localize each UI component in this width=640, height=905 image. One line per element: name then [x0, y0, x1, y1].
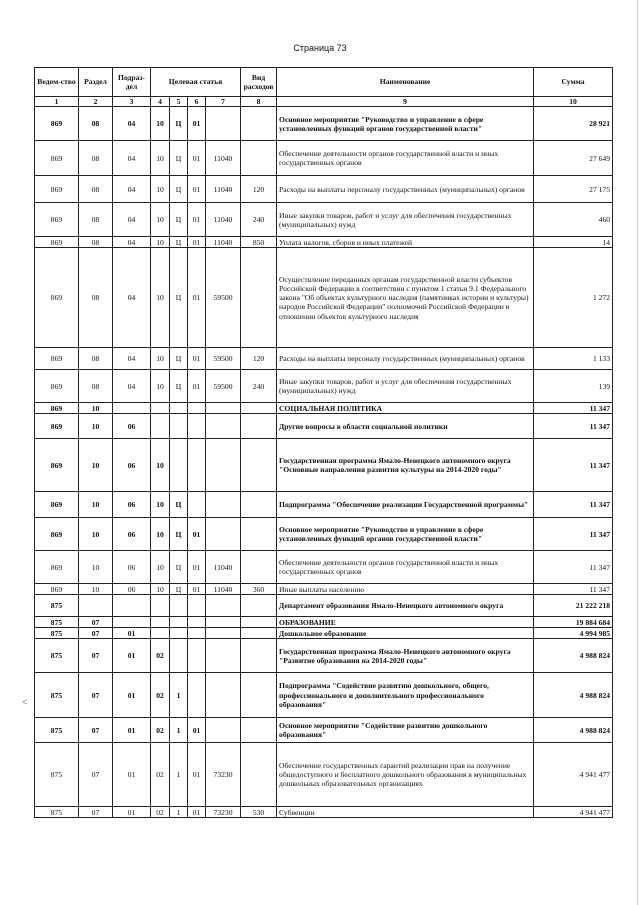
podrazdel-cell: 01 — [113, 628, 151, 639]
table-body — [35, 107, 613, 818]
col-num-8: 8 — [241, 97, 277, 107]
vid-raskhodov-cell: 530 — [241, 807, 277, 818]
table-row — [35, 248, 613, 348]
vid-raskhodov-cell: 240 — [241, 203, 277, 237]
vid-raskhodov-cell: 120 — [241, 348, 277, 370]
col-num-5: 5 — [170, 97, 188, 107]
table-row — [35, 403, 613, 414]
target-code-direction: 59500 — [206, 248, 241, 348]
target-code-program: 10 — [151, 237, 170, 248]
target-code-event — [188, 439, 206, 492]
table-row — [35, 673, 613, 718]
table-row — [35, 370, 613, 403]
podrazdel-cell: 04 — [113, 203, 151, 237]
vid-raskhodov-cell — [241, 518, 277, 551]
table-row — [35, 414, 613, 439]
podrazdel-cell: 04 — [113, 348, 151, 370]
podrazdel-cell: 06 — [113, 414, 151, 439]
target-code-direction — [206, 492, 241, 518]
vid-raskhodov-cell — [241, 107, 277, 141]
razdel-cell: 08 — [79, 370, 113, 403]
header-vid-raskhodov: Вид расходов — [241, 68, 277, 97]
razdel-cell: 08 — [79, 141, 113, 176]
sum-cell: 4 988 824 — [534, 673, 613, 718]
margin-mark: ˂ — [22, 697, 28, 707]
table-row — [35, 518, 613, 551]
sum-cell: 460 — [534, 203, 613, 237]
target-code-direction: 73230 — [206, 807, 241, 818]
target-code-program: 10 — [151, 439, 170, 492]
col-num-2: 2 — [79, 97, 113, 107]
vid-raskhodov-cell — [241, 551, 277, 584]
target-code-subprogram: 1 — [170, 807, 188, 818]
podrazdel-cell: 06 — [113, 584, 151, 595]
target-code-program: 10 — [151, 584, 170, 595]
col-num-4: 4 — [151, 97, 170, 107]
target-code-subprogram — [170, 628, 188, 639]
name-cell: Подпрограмма "Обеспечение реализации Государственной программы" — [277, 492, 534, 518]
sum-cell: 11 347 — [534, 439, 613, 492]
target-code-direction: 11040 — [206, 551, 241, 584]
target-code-event: 01 — [188, 370, 206, 403]
ved-cell: 869 — [35, 237, 79, 248]
target-code-event: 01 — [188, 584, 206, 595]
sum-cell: 27 649 — [534, 141, 613, 176]
name-cell: Департамент образования Ямало-Ненецкого автономного округа — [277, 595, 534, 617]
name-cell: Иные выплаты населению — [277, 584, 534, 595]
name-cell: Осуществление переданных органам государственной власти субъектов Российской Федерации в соответствии с пунктом 1 статьи 9.1 Федерального закона "Об объектах культурного наследия (памятниках истории и культуры) народов Российской Федерации" полномочий Российской Федерации в отношении объектов культурного наследия — [277, 248, 534, 348]
target-code-program: 10 — [151, 203, 170, 237]
podrazdel-cell — [113, 595, 151, 617]
target-code-event: 01 — [188, 203, 206, 237]
sum-cell: 27 175 — [534, 176, 613, 203]
ved-cell: 875 — [35, 673, 79, 718]
vid-raskhodov-cell — [241, 617, 277, 628]
table-header — [35, 68, 613, 107]
target-code-subprogram — [170, 439, 188, 492]
target-code-event: 01 — [188, 141, 206, 176]
sum-cell: 19 884 684 — [534, 617, 613, 628]
sum-cell: 139 — [534, 370, 613, 403]
target-code-event: 01 — [188, 518, 206, 551]
target-code-subprogram: Ц — [170, 348, 188, 370]
target-code-program: 10 — [151, 248, 170, 348]
vid-raskhodov-cell — [241, 628, 277, 639]
sum-cell: 11 347 — [534, 518, 613, 551]
ved-cell: 869 — [35, 370, 79, 403]
target-code-program — [151, 617, 170, 628]
name-cell: Государственная программа Ямало-Ненецкого автономного округа "Основные направления развития культуры на 2014-2020 годы" — [277, 439, 534, 492]
razdel-cell: 07 — [79, 743, 113, 807]
name-cell: Дошкольное образование — [277, 628, 534, 639]
sum-cell: 11 347 — [534, 403, 613, 414]
sum-cell: 4 988 824 — [534, 718, 613, 743]
target-code-event — [188, 628, 206, 639]
target-code-subprogram — [170, 414, 188, 439]
target-code-program: 02 — [151, 639, 170, 673]
target-code-event: 01 — [188, 807, 206, 818]
target-code-subprogram: Ц — [170, 518, 188, 551]
name-cell: Другие вопросы в области социальной политики — [277, 414, 534, 439]
ved-cell: 869 — [35, 551, 79, 584]
target-code-direction — [206, 617, 241, 628]
name-cell: Иные закупки товаров, работ и услуг для обеспечения государственных (муниципальных) нужд — [277, 370, 534, 403]
target-code-program: 02 — [151, 718, 170, 743]
vid-raskhodov-cell — [241, 141, 277, 176]
table-row — [35, 348, 613, 370]
razdel-cell: 07 — [79, 807, 113, 818]
podrazdel-cell — [113, 403, 151, 414]
ved-cell: 875 — [35, 718, 79, 743]
target-code-subprogram: 1 — [170, 673, 188, 718]
razdel-cell: 08 — [79, 176, 113, 203]
podrazdel-cell: 06 — [113, 439, 151, 492]
target-code-program — [151, 403, 170, 414]
target-code-event: 01 — [188, 107, 206, 141]
vid-raskhodov-cell: 120 — [241, 176, 277, 203]
table-row — [35, 628, 613, 639]
ved-cell: 875 — [35, 807, 79, 818]
table-row — [35, 176, 613, 203]
podrazdel-cell: 01 — [113, 743, 151, 807]
col-num-6: 6 — [188, 97, 206, 107]
target-code-event: 01 — [188, 718, 206, 743]
razdel-cell: 10 — [79, 551, 113, 584]
sum-cell: 11 347 — [534, 414, 613, 439]
target-code-program: 02 — [151, 743, 170, 807]
name-cell: Государственная программа Ямало-Ненецкого автономного округа "Развитие образования на 2014-2020 годы" — [277, 639, 534, 673]
razdel-cell: 08 — [79, 203, 113, 237]
page-number: Страница 73 — [293, 43, 347, 53]
target-code-event: 01 — [188, 248, 206, 348]
ved-cell: 869 — [35, 492, 79, 518]
ved-cell: 869 — [35, 348, 79, 370]
target-code-program — [151, 628, 170, 639]
target-code-subprogram: Ц — [170, 237, 188, 248]
vid-raskhodov-cell — [241, 439, 277, 492]
table-row — [35, 807, 613, 818]
target-code-program — [151, 414, 170, 439]
target-code-direction: 11040 — [206, 141, 241, 176]
target-code-subprogram: Ц — [170, 141, 188, 176]
vid-raskhodov-cell — [241, 414, 277, 439]
razdel-cell — [79, 595, 113, 617]
vid-raskhodov-cell — [241, 743, 277, 807]
target-code-direction: 59500 — [206, 348, 241, 370]
sum-cell: 1 272 — [534, 248, 613, 348]
target-code-program: 10 — [151, 551, 170, 584]
table-row — [35, 743, 613, 807]
table-row — [35, 439, 613, 492]
sum-cell: 1 133 — [534, 348, 613, 370]
header-tselevaya-statya: Целевая статья — [151, 68, 241, 97]
target-code-event — [188, 673, 206, 718]
target-code-event: 01 — [188, 176, 206, 203]
target-code-program — [151, 595, 170, 617]
podrazdel-cell: 01 — [113, 673, 151, 718]
target-code-direction: 11040 — [206, 237, 241, 248]
vid-raskhodov-cell — [241, 248, 277, 348]
ved-cell: 875 — [35, 617, 79, 628]
target-code-subprogram — [170, 617, 188, 628]
name-cell: Обеспечение деятельности органов государственной власти и иных государственных органов — [277, 141, 534, 176]
header-podrazdel: Подраз-дел — [113, 68, 151, 97]
target-code-event — [188, 403, 206, 414]
ved-cell: 869 — [35, 439, 79, 492]
table-row — [35, 595, 613, 617]
target-code-program: 10 — [151, 492, 170, 518]
target-code-direction — [206, 595, 241, 617]
name-cell: Расходы на выплаты персоналу государственных (муниципальных) органов — [277, 176, 534, 203]
vid-raskhodov-cell: 850 — [241, 237, 277, 248]
target-code-event — [188, 617, 206, 628]
razdel-cell: 08 — [79, 248, 113, 348]
vid-raskhodov-cell — [241, 492, 277, 518]
table-row — [35, 718, 613, 743]
target-code-program: 10 — [151, 370, 170, 403]
sum-cell: 4 941 477 — [534, 743, 613, 807]
target-code-direction — [206, 673, 241, 718]
podrazdel-cell: 04 — [113, 248, 151, 348]
sum-cell: 21 222 218 — [534, 595, 613, 617]
vid-raskhodov-cell — [241, 673, 277, 718]
podrazdel-cell: 04 — [113, 107, 151, 141]
ved-cell: 869 — [35, 518, 79, 551]
target-code-subprogram: Ц — [170, 203, 188, 237]
header-naimenovanie: Наименование — [277, 68, 534, 97]
table-row — [35, 617, 613, 628]
col-num-9: 9 — [277, 97, 534, 107]
target-code-subprogram: Ц — [170, 370, 188, 403]
table-row — [35, 551, 613, 584]
vid-raskhodov-cell — [241, 595, 277, 617]
table-row — [35, 107, 613, 141]
vid-raskhodov-cell: 240 — [241, 370, 277, 403]
name-cell: Подпрограмма "Содействие развитию дошкольного, общего, профессионального и дополнительного профессионального образования" — [277, 673, 534, 718]
target-code-event — [188, 639, 206, 673]
razdel-cell: 08 — [79, 348, 113, 370]
podrazdel-cell: 04 — [113, 237, 151, 248]
target-code-direction: 11040 — [206, 203, 241, 237]
target-code-program: 02 — [151, 807, 170, 818]
target-code-subprogram — [170, 639, 188, 673]
col-num-10: 10 — [534, 97, 613, 107]
target-code-event — [188, 595, 206, 617]
col-num-1: 1 — [35, 97, 79, 107]
ved-cell: 869 — [35, 203, 79, 237]
target-code-subprogram — [170, 403, 188, 414]
target-code-subprogram: 1 — [170, 743, 188, 807]
vid-raskhodov-cell — [241, 403, 277, 414]
table-row — [35, 237, 613, 248]
sum-cell: 4 941 477 — [534, 807, 613, 818]
target-code-subprogram — [170, 595, 188, 617]
name-cell: Основное мероприятие "Руководство и управление в сфере установленных функций органов государственной власти" — [277, 518, 534, 551]
vid-raskhodov-cell — [241, 639, 277, 673]
budget-table — [34, 67, 613, 818]
target-code-program: 10 — [151, 348, 170, 370]
name-cell: Обеспечение деятельности органов государственной власти и иных государственных органов — [277, 551, 534, 584]
target-code-event: 01 — [188, 743, 206, 807]
name-cell: Основное мероприятие "Руководство и управление в сфере установленных функций органов государственной власти" — [277, 107, 534, 141]
sum-cell: 11 347 — [534, 584, 613, 595]
target-code-event — [188, 414, 206, 439]
target-code-direction — [206, 718, 241, 743]
podrazdel-cell: 04 — [113, 370, 151, 403]
razdel-cell: 07 — [79, 628, 113, 639]
ved-cell: 875 — [35, 639, 79, 673]
razdel-cell: 10 — [79, 439, 113, 492]
name-cell: Иные закупки товаров, работ и услуг для обеспечения государственных (муниципальных) нужд — [277, 203, 534, 237]
target-code-subprogram: Ц — [170, 492, 188, 518]
razdel-cell: 10 — [79, 492, 113, 518]
target-code-program: 10 — [151, 141, 170, 176]
ved-cell: 869 — [35, 403, 79, 414]
ved-cell: 875 — [35, 628, 79, 639]
razdel-cell: 08 — [79, 107, 113, 141]
target-code-event — [188, 492, 206, 518]
ved-cell: 869 — [35, 414, 79, 439]
name-cell: Расходы на выплаты персоналу государственных (муниципальных) органов — [277, 348, 534, 370]
podrazdel-cell: 01 — [113, 639, 151, 673]
ved-cell: 875 — [35, 743, 79, 807]
sum-cell: 4 988 824 — [534, 639, 613, 673]
target-code-direction: 11040 — [206, 584, 241, 595]
target-code-subprogram: 1 — [170, 718, 188, 743]
target-code-event: 01 — [188, 237, 206, 248]
razdel-cell: 07 — [79, 617, 113, 628]
razdel-cell: 07 — [79, 639, 113, 673]
col-num-7: 7 — [206, 97, 241, 107]
target-code-subprogram: Ц — [170, 584, 188, 595]
target-code-event: 01 — [188, 551, 206, 584]
name-cell: Субвенции — [277, 807, 534, 818]
razdel-cell: 10 — [79, 403, 113, 414]
target-code-direction: 59500 — [206, 370, 241, 403]
podrazdel-cell — [113, 617, 151, 628]
target-code-subprogram: Ц — [170, 551, 188, 584]
razdel-cell: 07 — [79, 718, 113, 743]
razdel-cell: 10 — [79, 414, 113, 439]
podrazdel-cell: 04 — [113, 176, 151, 203]
ved-cell: 869 — [35, 584, 79, 595]
target-code-program: 02 — [151, 673, 170, 718]
sum-cell: 11 347 — [534, 551, 613, 584]
target-code-subprogram: Ц — [170, 107, 188, 141]
razdel-cell: 08 — [79, 237, 113, 248]
podrazdel-cell: 06 — [113, 518, 151, 551]
target-code-direction: 11040 — [206, 176, 241, 203]
table-row — [35, 203, 613, 237]
target-code-subprogram: Ц — [170, 176, 188, 203]
table-row — [35, 584, 613, 595]
sum-cell: 11 347 — [534, 492, 613, 518]
target-code-direction — [206, 414, 241, 439]
sum-cell: 28 921 — [534, 107, 613, 141]
col-num-3: 3 — [113, 97, 151, 107]
header-summa: Сумма — [534, 68, 613, 97]
target-code-direction — [206, 439, 241, 492]
target-code-event: 01 — [188, 348, 206, 370]
header-ved: Ведом-ство — [35, 68, 79, 97]
ved-cell: 869 — [35, 176, 79, 203]
podrazdel-cell: 01 — [113, 718, 151, 743]
razdel-cell: 10 — [79, 518, 113, 551]
name-cell: Основное мероприятие "Содействие развитию дошкольного образования" — [277, 718, 534, 743]
vid-raskhodov-cell: 360 — [241, 584, 277, 595]
target-code-direction — [206, 639, 241, 673]
ved-cell: 869 — [35, 141, 79, 176]
target-code-direction — [206, 518, 241, 551]
target-code-direction — [206, 107, 241, 141]
target-code-subprogram: Ц — [170, 248, 188, 348]
ved-cell: 875 — [35, 595, 79, 617]
table-row — [35, 492, 613, 518]
ved-cell: 869 — [35, 248, 79, 348]
razdel-cell: 10 — [79, 584, 113, 595]
target-code-program: 10 — [151, 107, 170, 141]
target-code-program: 10 — [151, 518, 170, 551]
podrazdel-cell: 01 — [113, 807, 151, 818]
header-razdel: Раздел — [79, 68, 113, 97]
podrazdel-cell: 04 — [113, 141, 151, 176]
table-row — [35, 639, 613, 673]
podrazdel-cell: 06 — [113, 551, 151, 584]
ved-cell: 869 — [35, 107, 79, 141]
vid-raskhodov-cell — [241, 718, 277, 743]
name-cell: ОБРАЗОВАНИЕ — [277, 617, 534, 628]
sum-cell: 4 994 985 — [534, 628, 613, 639]
name-cell: Уплата налогов, сборов и иных платежей — [277, 237, 534, 248]
table-row — [35, 141, 613, 176]
column-number-row — [35, 97, 613, 107]
target-code-direction — [206, 628, 241, 639]
podrazdel-cell: 06 — [113, 492, 151, 518]
target-code-direction — [206, 403, 241, 414]
name-cell: СОЦИАЛЬНАЯ ПОЛИТИКА — [277, 403, 534, 414]
target-code-direction: 73230 — [206, 743, 241, 807]
target-code-program: 10 — [151, 176, 170, 203]
razdel-cell: 07 — [79, 673, 113, 718]
page-edge-divider — [637, 0, 638, 905]
sum-cell: 14 — [534, 237, 613, 248]
name-cell: Обеспечение государственных гарантий реализации прав на получение общедоступного и бесплатного дошкольного образования в муниципальных дошкольных образовательных организациях — [277, 743, 534, 807]
